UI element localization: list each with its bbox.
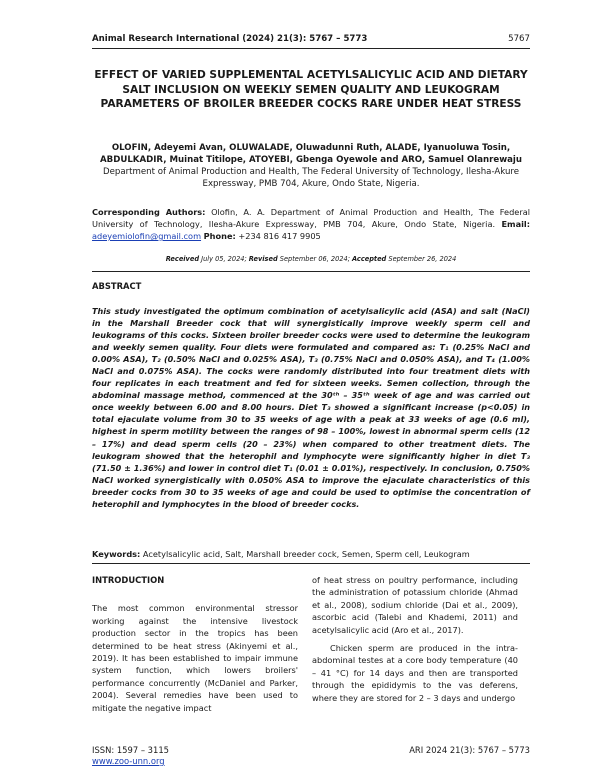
intro-paragraph-2: Chicken sperm are produced in the intra-abdominal testes at a core body temperature (40 – 41 °C) for 14 days and then are transported through the epididymis to the vas deferens, where they are stored for 2 – 3 days and undergo [312, 643, 518, 703]
revised-label: Revised [248, 255, 278, 263]
issn: ISSN: 1597 – 3115 [92, 745, 169, 755]
article-title: EFFECT OF VARIED SUPPLEMENTAL ACETYLSALICYLIC ACID AND DIETARY SALT INCLUSION ON WEEKLY SEMEN QUALITY AND LEUKOGRAM PARAMETERS OF BROILER BREEDER COCKS RARE UNDER HEAT STRESS [94, 69, 528, 110]
footer-citation: ARI 2024 21(3): 5767 – 5773 [409, 745, 530, 755]
keywords-label: Keywords: [92, 549, 141, 559]
accepted-label: Accepted [352, 255, 387, 263]
corresponding-author [92, 206, 530, 242]
phone-number: +234 816 417 9905 [235, 231, 321, 241]
accepted-date: September 26, 2024 [386, 255, 457, 263]
author-names: OLOFIN, Adeyemi Avan, OLUWALADE, Oluwadunni Ruth, ALADE, Iyanuoluwa Tosin, ABDULKADIR, Muinat Titilope, ATOYEBI, Gbenga Oyewole and ARO, Samuel Olanrewaju [100, 143, 522, 165]
email-link[interactable]: adeyemiolofin@gmail.com [92, 231, 202, 241]
running-header [92, 33, 530, 49]
article-dates [92, 255, 530, 263]
email-label: Email: [501, 219, 530, 229]
revised-date: September 06, 2024; [277, 255, 353, 263]
left-column [92, 574, 298, 714]
corresponding-text: Olofin, A. A. Department of Animal Production and Health, The Federal University of Technology, Ilesha-Akure Expressway, PMB 704, Akure, Ondo State, Nigeria. [92, 207, 530, 229]
website-link[interactable]: www.zoo-unn.org [92, 756, 165, 766]
introduction-heading: INTRODUCTION [92, 575, 165, 585]
right-column [312, 574, 518, 704]
received-date: July 05, 2024; [199, 255, 249, 263]
keywords-text: Acetylsalicylic acid, Salt, Marshall breeder cock, Semen, Sperm cell, Leukogram [140, 549, 470, 559]
intro-paragraph-1: The most common environmental stressor working against the intensive livestock production sector in the tropics has been determined to be heat stress (Akinyemi et al., 2019). It has been established to impair immune system function, which lowers broilers' performance concurrently (McDaniel and Parker, 2004). Several remedies have been used to mitigate the negative impact [92, 603, 298, 713]
phone-label: Phone: [203, 231, 236, 241]
received-label: Received [165, 255, 200, 263]
corresponding-label: Corresponding Authors: [92, 207, 206, 217]
journal-citation: Animal Research International (2024) 21(3): 5767 – 5773 [92, 34, 368, 44]
keywords [92, 549, 530, 559]
abstract-text: This study investigated the optimum combination of acetylsalicylic acid (ASA) and salt (NaCl) in the Marshall Breeder cock that will synergistically improve weekly sperm cell and leukograms of this cocks. Sixteen broiler breeder cocks were used to determine the leukogram and weekly semen quality. Four diets were formulated and compared as: T₁ (0.25% NaCl and 0.00% ASA), T₂ (0.50% NaCl and 0.025% ASA), T₃ (0.75% NaCl and 0.050% ASA), and T₄ (1.00% NaCl and 0.075% ASA). The cocks were randomly distributed into four treatment diets with four replicates in each treatment and fed for sixteen weeks. Semen collection, through the abdominal massage method, commenced at the 30ᵗʰ – 35ᵗʰ week of age and was carried out once weekly between 6.00 and 8.00 hours. Diet T₃ showed a significant increase (p<0.05) in total ejaculate volume from 30 to 35 weeks of age with a peak at 33 weeks of age (0.6 ml), highest in sperm motility between the ranges of 98 – 100%, lowest in abnormal sperm cells (12 – 17%) and dead sperm cells (20 – 23%) when compared to other treatment diets. The leukogram showed that the heterophil and lymphocyte were significantly higher in diet T₃ (71.50 ± 1.36%) and lower in control diet T₁ (0.01 ± 0.01%), respectively. In conclusion, 0.750% NaCl worked synergistically with 0.050% ASA to improve the ejaculate characteristics of this breeder cocks from 30 to 35 weeks of age and could be used to optimise the concentration of heterophil and lymphocytes in the blood of breeder cocks. [92, 306, 530, 509]
intro-paragraph-1-continued: of heat stress on poultry performance, including the administration of potassium chloride (Ahmad et al., 2008), sodium chloride (Dai et al., 2009), ascorbic acid (Talebi and Khademi, 2011) and acetylsalicylic acid (Aro et al., 2017). [312, 575, 518, 635]
author-block [92, 142, 530, 190]
divider-top [92, 271, 530, 272]
author-affiliation: Department of Animal Production and Health, The Federal University of Technology, Ilesha-Akure Expressway, PMB 704, Akure, Ondo State, Nigeria. [102, 167, 520, 189]
page-number: 5767 [508, 34, 530, 44]
divider-keywords [92, 563, 530, 564]
abstract-heading: ABSTRACT [92, 281, 142, 291]
